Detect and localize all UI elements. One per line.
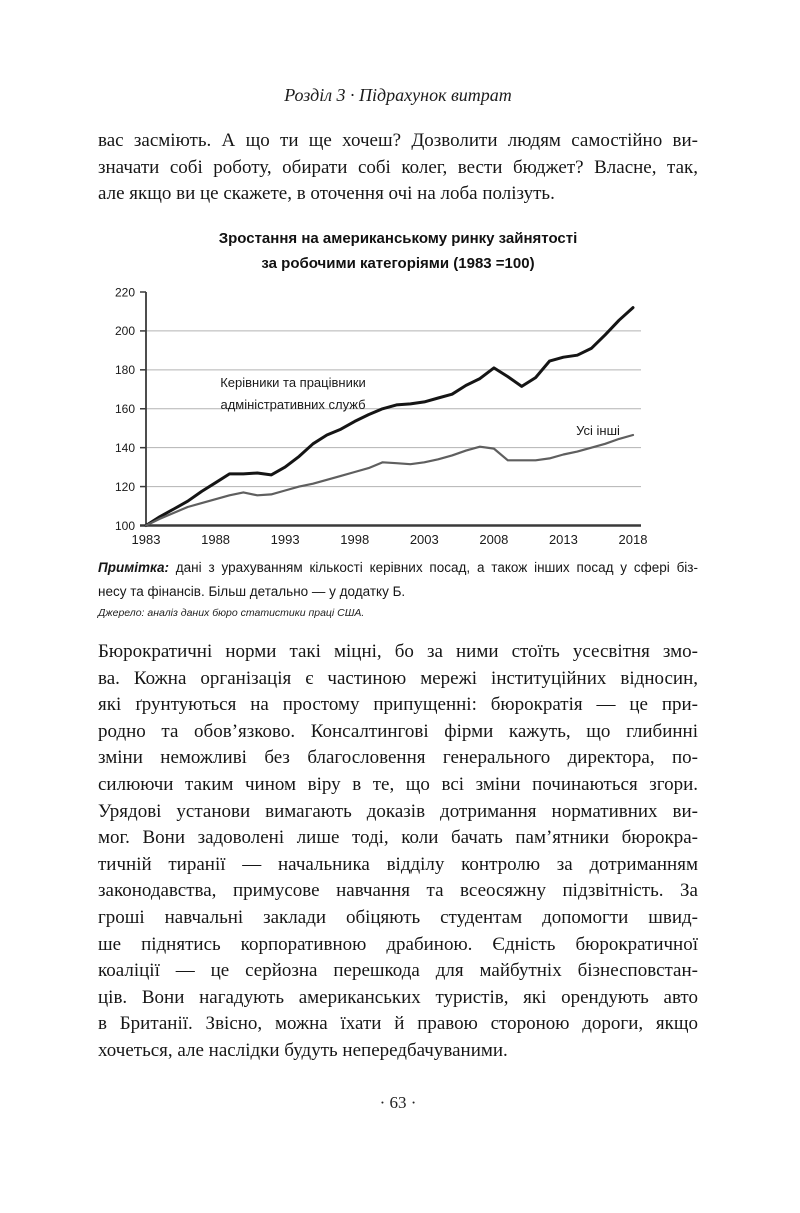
chart-title (98, 226, 698, 276)
employment-growth-line-chart (88, 285, 708, 555)
page-number: · 63 · (379, 1093, 417, 1112)
text-line: мог. Вони задоволені лише тоді, коли бачать пам’ятники бюрокра- (98, 827, 698, 849)
text-line: тичній тиранії — начальника відділу контролю за дотриманням (98, 853, 698, 875)
y-axis-tick-labels (115, 285, 135, 533)
paragraph-2 (98, 639, 698, 1065)
x-tick-label: 1998 (340, 532, 370, 547)
text-line: які ґрунтуються на простому припущенні: бюрократія — це при- (98, 694, 698, 716)
note-text: дані з урахуванням кількості керівних посад, а також інших посад у сфері біз- (168, 560, 698, 575)
chapter-header: Розділ 3 · Підрахунок витрат (284, 85, 512, 105)
svg-text:Усі інші: Усі інші (576, 423, 620, 438)
y-tick-label: 200 (114, 324, 135, 339)
text-line: Урядові установи вимагають доказів дотримання нормативних ви- (98, 800, 698, 822)
x-tick-label: 1988 (201, 532, 231, 547)
series-annotation-all-others (576, 423, 620, 438)
text-line: ва. Кожна організація є частиною мережі інституційних відносин, (98, 667, 698, 689)
chart-note-line1 (98, 556, 698, 580)
text-line: в Британії. Звісно, можна їхати й правою стороною дороги, якщо (98, 1013, 698, 1035)
text-line: силюючи таким чином віру в те, що всі зміни починаються згори. (98, 773, 698, 795)
y-tick-label: 220 (114, 285, 135, 300)
text-line: але якщо ви це скажете, в оточення очі на лоба полізуть. (98, 183, 555, 205)
chart-title-line2: за робочими категоріями (1983 =100) (261, 255, 535, 272)
text-line: хочеться, але наслідки будуть непередбачуваними. (98, 1039, 508, 1061)
x-tick-label: 2003 (409, 532, 439, 547)
note-label: Примітка: (98, 560, 169, 575)
svg-text:Керівники та працівники: Керівники та працівники (220, 375, 366, 390)
y-tick-label: 100 (114, 518, 135, 533)
y-tick-label: 140 (114, 440, 135, 455)
series-line-0 (146, 308, 633, 526)
text-line: родно та обов’язково. Консалтингові фірми кажуть, що глибинні (98, 720, 698, 742)
text-line: ців. Вони нагадують американських туристів, які орендують авто (98, 986, 698, 1008)
chart-source: Джерело: аналіз даних бюро статистики праці США. (98, 607, 365, 619)
y-tick-label: 120 (114, 479, 135, 494)
text-line: значати собі роботу, обирати собі колег, вести бюджет? Власне, так, (98, 156, 698, 178)
text-line: зміни неможливі без благословення генерального директора, по- (98, 747, 698, 769)
paragraph-1 (98, 128, 698, 208)
text-line: ше піднятись корпоративною драбиною. Єдність бюрократичної (98, 933, 698, 955)
y-tick-label: 180 (114, 363, 135, 378)
text-line: вас засміють. А що ти ще хочеш? Дозволити людям самостійно ви- (98, 130, 698, 151)
y-tick-label: 160 (114, 402, 135, 417)
x-tick-label: 1993 (270, 532, 300, 547)
x-tick-label: 2013 (548, 532, 578, 547)
x-tick-label: 1983 (131, 532, 161, 547)
text-line: коаліції — це серйозна перешкода для майбутніх бізнесповстан- (98, 960, 698, 982)
x-tick-label: 2018 (618, 532, 648, 547)
x-tick-label: 2008 (479, 532, 509, 547)
text-line: гроші навчальні заклади обіцяють студентам допомогти швид- (98, 906, 698, 928)
x-axis-tick-labels (132, 532, 648, 547)
text-line: законодавства, примусове навчання та всеосяжну підзвітність. За (98, 880, 698, 902)
series-annotation-managers (220, 375, 366, 412)
chart-title-line1: Зростання на американському ринку зайнятості (218, 230, 578, 247)
chart-note (98, 556, 698, 604)
chart-note-line2: несу та фінансів. Більш детально — у додатку Б. (98, 584, 406, 599)
text-line: Бюрократичні норми такі міцні, бо за ними стоїть усесвітня змо- (98, 641, 698, 662)
svg-text:адміністративних служб: адміністративних служб (220, 397, 366, 412)
